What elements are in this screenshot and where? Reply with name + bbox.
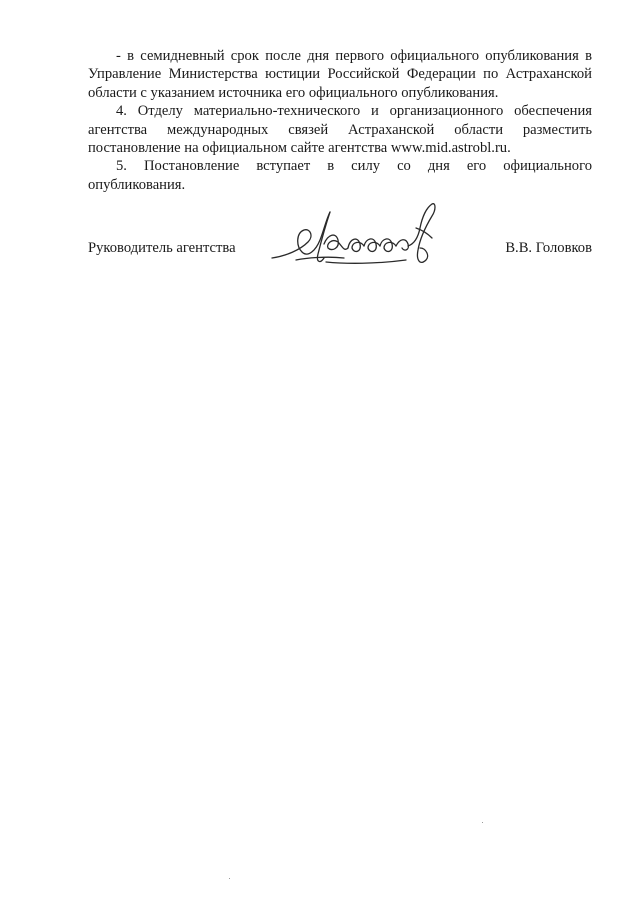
paragraph-item-5 xyxy=(88,157,592,194)
paragraph-line: 4. Отделу материально-технического и организационного обеспечения xyxy=(116,103,592,120)
signatory-title: Руководитель агентства xyxy=(88,240,236,256)
paragraph-line: - в семидневный срок после дня первого официального опубликования в xyxy=(116,48,592,64)
paragraph-registration xyxy=(88,47,592,102)
paragraph-line: опубликования. xyxy=(88,176,186,193)
paragraph-line: 5. Постановление вступает в силу со дня его официального xyxy=(116,158,592,175)
paragraph-line: агентства международных связей Астраханской области разместить xyxy=(88,121,592,138)
body-text xyxy=(88,47,592,194)
paragraph-line: Управление Министерства юстиции Российской Федерации по Астраханской xyxy=(88,66,592,83)
paragraph-line: области с указанием источника его официального опубликования. xyxy=(88,84,499,101)
scan-speck xyxy=(482,822,483,823)
paragraph-line: постановление на официальном сайте агентства www.mid.astrobl.ru. xyxy=(88,140,511,157)
signatory-name: В.В. Головков xyxy=(505,240,592,256)
handwritten-signature xyxy=(266,198,444,278)
signature-block xyxy=(88,232,592,272)
scan-speck xyxy=(229,878,230,879)
paragraph-item-4 xyxy=(88,102,592,157)
